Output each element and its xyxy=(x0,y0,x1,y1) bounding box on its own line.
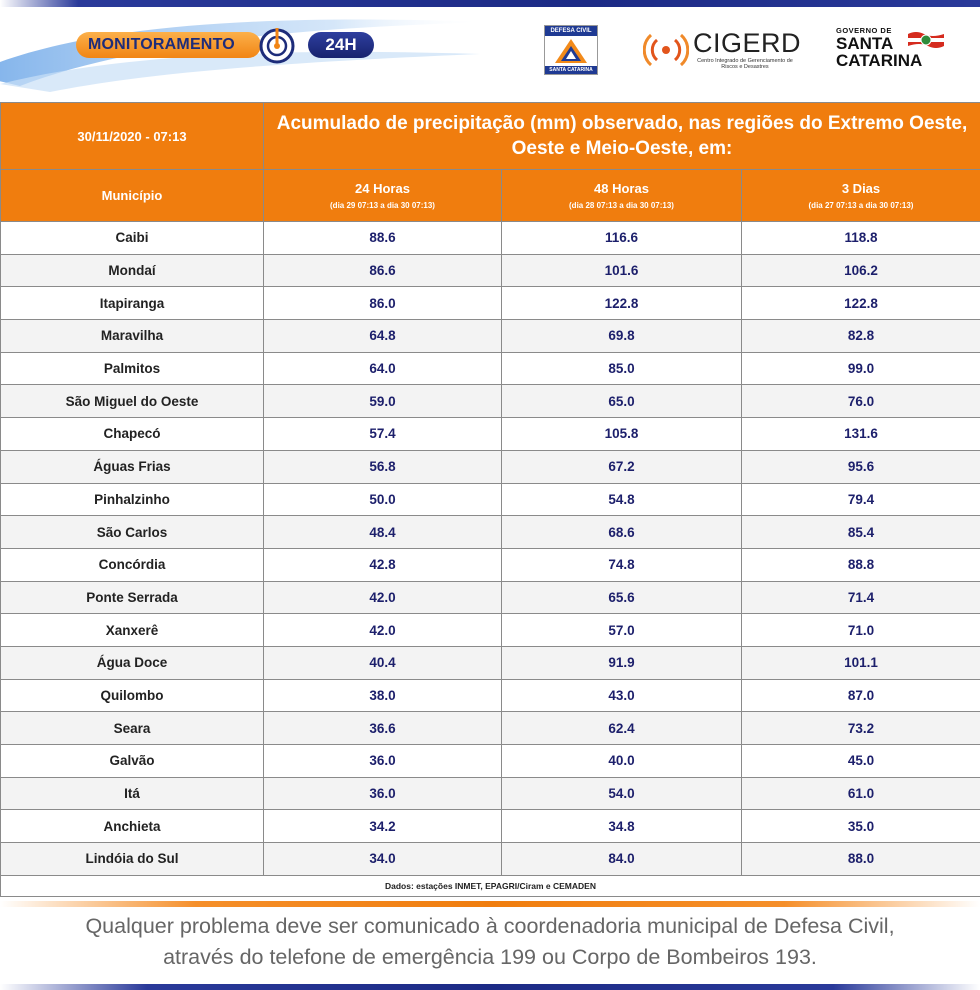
value-3d-cell: 101.1 xyxy=(742,646,980,679)
column-sublabel: (dia 28 07:13 a dia 30 07:13) xyxy=(569,201,674,210)
value-24h-cell: 42.0 xyxy=(264,581,502,614)
column-header-48h xyxy=(502,170,742,222)
table-row xyxy=(1,254,980,287)
precipitation-table xyxy=(0,102,980,897)
value-48h-cell: 62.4 xyxy=(502,712,742,745)
value-3d-cell: 71.0 xyxy=(742,614,980,647)
governo-santa-catarina-logo xyxy=(834,26,954,74)
value-24h-cell: 64.8 xyxy=(264,320,502,353)
table-row xyxy=(1,548,980,581)
table-row xyxy=(1,646,980,679)
table-row xyxy=(1,418,980,451)
defesa-civil-bottom-label: SANTA CATARINA xyxy=(545,66,597,74)
municipio-cell: São Miguel do Oeste xyxy=(1,385,264,418)
table-title-row xyxy=(1,103,980,170)
table-row xyxy=(1,614,980,647)
value-48h-cell: 65.0 xyxy=(502,385,742,418)
monitoramento-label: MONITORAMENTO xyxy=(88,36,235,53)
value-24h-cell: 88.6 xyxy=(264,222,502,255)
value-3d-cell: 87.0 xyxy=(742,679,980,712)
table-row xyxy=(1,320,980,353)
value-24h-cell: 48.4 xyxy=(264,516,502,549)
value-3d-cell: 35.0 xyxy=(742,810,980,843)
value-24h-cell: 34.0 xyxy=(264,843,502,876)
value-24h-cell: 42.8 xyxy=(264,548,502,581)
header-top-line xyxy=(0,0,980,7)
cigerd-name: CIGERD xyxy=(693,28,802,58)
monitoramento-24h: 24H xyxy=(308,32,374,58)
table-row xyxy=(1,581,980,614)
table-row xyxy=(1,745,980,778)
municipio-cell: Mondaí xyxy=(1,254,264,287)
footer-notice xyxy=(0,911,980,973)
column-sublabel: (dia 29 07:13 a dia 30 07:13) xyxy=(330,201,435,210)
value-48h-cell: 116.6 xyxy=(502,222,742,255)
value-24h-cell: 42.0 xyxy=(264,614,502,647)
table-header-row xyxy=(1,170,980,222)
value-3d-cell: 71.4 xyxy=(742,581,980,614)
table-row xyxy=(1,679,980,712)
table-row xyxy=(1,483,980,516)
defesa-civil-logo xyxy=(544,25,598,75)
municipio-cell: Lindóia do Sul xyxy=(1,843,264,876)
table-title: Acumulado de precipitação (mm) observado, nas regiões do Extremo Oeste, Oeste e Meio-Oeste, em: xyxy=(264,103,980,170)
table-row xyxy=(1,843,980,876)
value-3d-cell: 61.0 xyxy=(742,777,980,810)
value-3d-cell: 95.6 xyxy=(742,450,980,483)
column-label: 24 Horas xyxy=(355,181,410,196)
defesa-civil-top-label: DEFESA CIVIL xyxy=(545,26,597,36)
municipio-cell: Ponte Serrada xyxy=(1,581,264,614)
municipio-cell: Quilombo xyxy=(1,679,264,712)
governo-line1: SANTA xyxy=(836,34,894,53)
municipio-cell: Concórdia xyxy=(1,548,264,581)
value-48h-cell: 65.6 xyxy=(502,581,742,614)
value-3d-cell: 79.4 xyxy=(742,483,980,516)
municipio-cell: Itapiranga xyxy=(1,287,264,320)
column-header-24h xyxy=(264,170,502,222)
column-header-municipio xyxy=(1,170,264,222)
table-row xyxy=(1,810,980,843)
municipio-cell: Xanxerê xyxy=(1,614,264,647)
value-48h-cell: 34.8 xyxy=(502,810,742,843)
footer-orange-bar xyxy=(0,901,980,907)
value-24h-cell: 36.6 xyxy=(264,712,502,745)
cigerd-subtitle: Centro Integrado de Gerenciamento de Riscos e Desastres xyxy=(697,58,793,70)
table-row xyxy=(1,777,980,810)
municipio-cell: Maravilha xyxy=(1,320,264,353)
column-label: 48 Horas xyxy=(594,181,649,196)
value-3d-cell: 131.6 xyxy=(742,418,980,451)
table-row xyxy=(1,287,980,320)
value-24h-cell: 86.6 xyxy=(264,254,502,287)
municipio-cell: Águas Frias xyxy=(1,450,264,483)
municipio-cell: São Carlos xyxy=(1,516,264,549)
value-3d-cell: 118.8 xyxy=(742,222,980,255)
municipio-cell: Caibi xyxy=(1,222,264,255)
defesa-civil-emblem-icon xyxy=(553,37,589,65)
value-48h-cell: 67.2 xyxy=(502,450,742,483)
municipio-cell: Chapecó xyxy=(1,418,264,451)
value-24h-cell: 50.0 xyxy=(264,483,502,516)
value-24h-cell: 57.4 xyxy=(264,418,502,451)
governo-line2: CATARINA xyxy=(836,51,923,70)
value-24h-cell: 86.0 xyxy=(264,287,502,320)
value-3d-cell: 85.4 xyxy=(742,516,980,549)
value-48h-cell: 54.8 xyxy=(502,483,742,516)
municipio-cell: Galvão xyxy=(1,745,264,778)
value-24h-cell: 38.0 xyxy=(264,679,502,712)
value-48h-cell: 85.0 xyxy=(502,352,742,385)
table-row xyxy=(1,352,980,385)
column-label: 3 Dias xyxy=(841,181,881,196)
value-48h-cell: 105.8 xyxy=(502,418,742,451)
report-date: 30/11/2020 - 07:13 xyxy=(1,103,264,170)
data-source-note: Dados: estações INMET, EPAGRI/Ciram e CEMADEN xyxy=(1,875,980,896)
value-48h-cell: 40.0 xyxy=(502,745,742,778)
value-48h-cell: 84.0 xyxy=(502,843,742,876)
governo-label: GOVERNO DE xyxy=(836,26,892,35)
value-48h-cell: 68.6 xyxy=(502,516,742,549)
value-24h-cell: 36.0 xyxy=(264,745,502,778)
value-3d-cell: 73.2 xyxy=(742,712,980,745)
value-3d-cell: 88.8 xyxy=(742,548,980,581)
table-row xyxy=(1,385,980,418)
value-48h-cell: 101.6 xyxy=(502,254,742,287)
cigerd-logo xyxy=(643,28,803,74)
value-48h-cell: 54.0 xyxy=(502,777,742,810)
value-48h-cell: 74.8 xyxy=(502,548,742,581)
municipio-cell: Seara xyxy=(1,712,264,745)
precipitation-table-container xyxy=(0,102,980,897)
column-label: Município xyxy=(101,188,163,203)
value-24h-cell: 36.0 xyxy=(264,777,502,810)
column-sublabel: (dia 27 07:13 a dia 30 07:13) xyxy=(808,201,914,210)
footer-notice-line2: através do telefone de emergência 199 ou Corpo de Bombeiros 193. xyxy=(163,945,817,969)
footer-notice-line1: Qualquer problema deve ser comunicado à coordenadoria municipal de Defesa Civil, xyxy=(85,914,895,938)
value-3d-cell: 106.2 xyxy=(742,254,980,287)
value-24h-cell: 34.2 xyxy=(264,810,502,843)
value-3d-cell: 99.0 xyxy=(742,352,980,385)
signal-waves-icon xyxy=(643,32,689,68)
table-row xyxy=(1,222,980,255)
value-48h-cell: 43.0 xyxy=(502,679,742,712)
page-footer xyxy=(0,899,980,990)
municipio-cell: Água Doce xyxy=(1,646,264,679)
municipio-cell: Pinhalzinho xyxy=(1,483,264,516)
value-3d-cell: 88.0 xyxy=(742,843,980,876)
value-3d-cell: 45.0 xyxy=(742,745,980,778)
table-row xyxy=(1,516,980,549)
column-header-3d xyxy=(742,170,980,222)
municipio-cell: Anchieta xyxy=(1,810,264,843)
value-24h-cell: 59.0 xyxy=(264,385,502,418)
value-48h-cell: 57.0 xyxy=(502,614,742,647)
municipio-cell: Itá xyxy=(1,777,264,810)
table-row xyxy=(1,450,980,483)
state-flag-icon xyxy=(906,30,946,50)
value-24h-cell: 56.8 xyxy=(264,450,502,483)
monitoramento-badge xyxy=(76,32,376,58)
value-48h-cell: 122.8 xyxy=(502,287,742,320)
value-24h-cell: 40.4 xyxy=(264,646,502,679)
value-3d-cell: 82.8 xyxy=(742,320,980,353)
table-source-row xyxy=(1,875,980,896)
radar-icon xyxy=(257,26,297,66)
municipio-cell: Palmitos xyxy=(1,352,264,385)
monitoramento-pill xyxy=(76,32,261,58)
value-24h-cell: 64.0 xyxy=(264,352,502,385)
value-48h-cell: 69.8 xyxy=(502,320,742,353)
value-3d-cell: 76.0 xyxy=(742,385,980,418)
footer-blue-bar xyxy=(0,984,980,990)
table-row xyxy=(1,712,980,745)
page-header xyxy=(0,0,980,102)
table-body xyxy=(1,222,980,876)
value-3d-cell: 122.8 xyxy=(742,287,980,320)
value-48h-cell: 91.9 xyxy=(502,646,742,679)
